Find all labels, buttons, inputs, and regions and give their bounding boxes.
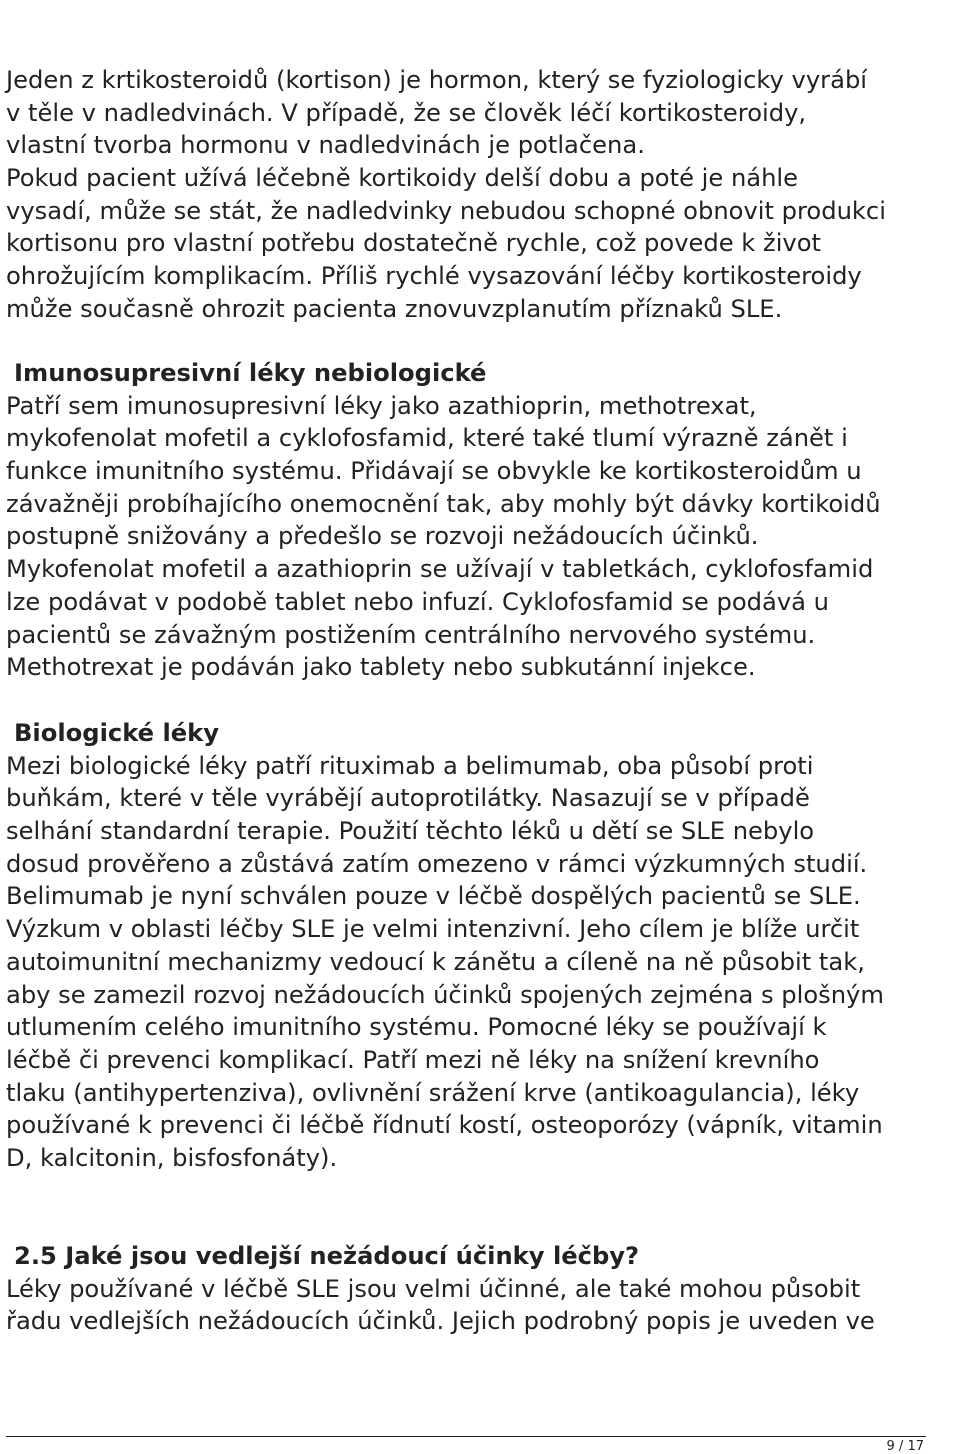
text-line: tlaku (antihypertenziva), ovlivnění srážení krve (antikoagulancia), léky <box>6 1078 860 1107</box>
text-line: může současně ohrozit pacienta znovuvzplanutím příznaků SLE. <box>6 294 783 323</box>
text-line: Belimumab je nyní schválen pouze v léčbě dospělých pacientů se SLE. <box>6 882 861 911</box>
page-number: 9 / 17 <box>886 1439 924 1454</box>
text-line: ohrožujícím komplikacím. Příliš rychlé vysazování léčby kortikosteroidy <box>6 262 862 291</box>
text-line: Pokud pacient užívá léčebně kortikoidy delší dobu a poté je náhle <box>6 164 799 193</box>
text-line: selhání standardní terapie. Použití těchto léků u dětí se SLE nebylo <box>6 817 815 846</box>
text-line: řadu vedlejších nežádoucích účinků. Jejich podrobný popis je uveden ve <box>6 1307 875 1336</box>
section-heading: Biologické léky <box>14 719 220 747</box>
text-line: Mezi biologické léky patří rituximab a belimumab, oba působí proti <box>6 751 814 780</box>
text-line: autoimunitní mechanizmy vedoucí k zánětu a cíleně na ně působit tak, <box>6 947 865 976</box>
text-line: Mykofenolat mofetil a azathioprin se užívají v tabletkách, cyklofosfamid <box>6 555 874 584</box>
text-line: aby se zamezil rozvoj nežádoucích účinků spojených zejména s plošným <box>6 980 884 1009</box>
section-heading: 2.5 Jaké jsou vedlejší nežádoucí účinky léčby? <box>14 1242 640 1270</box>
section-biologicke <box>6 717 956 1175</box>
footer-divider <box>6 1436 926 1437</box>
text-line: mykofenolat mofetil a cyklofosfamid, které také tlumí výrazně zánět i <box>6 424 848 453</box>
text-line: pacientů se závažným postižením centrálního nervového systému. <box>6 620 816 649</box>
text-line: postupně snižovány a předešlo se rozvoji nežádoucích účinků. <box>6 522 759 551</box>
text-line: dosud prověřeno a zůstává zatím omezeno v rámci výzkumných studií. <box>6 849 868 878</box>
text-line: buňkám, které v těle vyrábějí autoprotilátky. Nasazují se v případě <box>6 784 810 813</box>
text-line: kortisonu pro vlastní potřebu dostatečně rychle, což povede k život <box>6 229 822 258</box>
text-line: funkce imunitního systému. Přidávají se obvykle ke kortikosteroidům u <box>6 457 862 486</box>
text-line: léčbě či prevenci komplikací. Patří mezi ně léky na snížení krevního <box>6 1045 820 1074</box>
section-heading: Imunosupresivní léky nebiologické <box>14 359 487 387</box>
text-line: Léky používané v léčbě SLE jsou velmi účinné, ale také mohou působit <box>6 1274 861 1303</box>
text-line: D, kalcitonin, bisfosfonáty). <box>6 1143 338 1172</box>
text-line: Methotrexat je podáván jako tablety nebo subkutánní injekce. <box>6 653 756 682</box>
section-imunosupresivni <box>6 357 956 684</box>
text-line: závažněji probíhajícího onemocnění tak, aby mohly být dávky kortikoidů <box>6 489 881 518</box>
text-line: vlastní tvorba hormonu v nadledvinách je potlačena. <box>6 131 645 160</box>
text-line: lze podávat v podobě tablet nebo infuzí. Cyklofosfamid se podává u <box>6 587 829 616</box>
section-vedlejsi-ucinky <box>6 1240 956 1338</box>
text-line: Výzkum v oblasti léčby SLE je velmi intenzivní. Jeho cílem je blíže určit <box>6 915 860 944</box>
text-line: v těle v nadledvinách. V případě, že se člověk léčí kortikosteroidy, <box>6 98 807 127</box>
text-line: Patří sem imunosupresivní léky jako azathioprin, methotrexat, <box>6 391 757 420</box>
text-line: vysadí, může se stát, že nadledvinky nebudou schopné obnovit produkci <box>6 196 886 225</box>
text-line: utlumením celého imunitního systému. Pomocné léky se používají k <box>6 1013 827 1042</box>
intro-paragraph <box>6 64 956 326</box>
text-line: používané k prevenci či léčbě řídnutí kostí, osteoporózy (vápník, vitamin <box>6 1111 883 1140</box>
text-line: Jeden z krtikosteroidů (kortison) je hormon, který se fyziologicky vyrábí <box>6 66 868 94</box>
